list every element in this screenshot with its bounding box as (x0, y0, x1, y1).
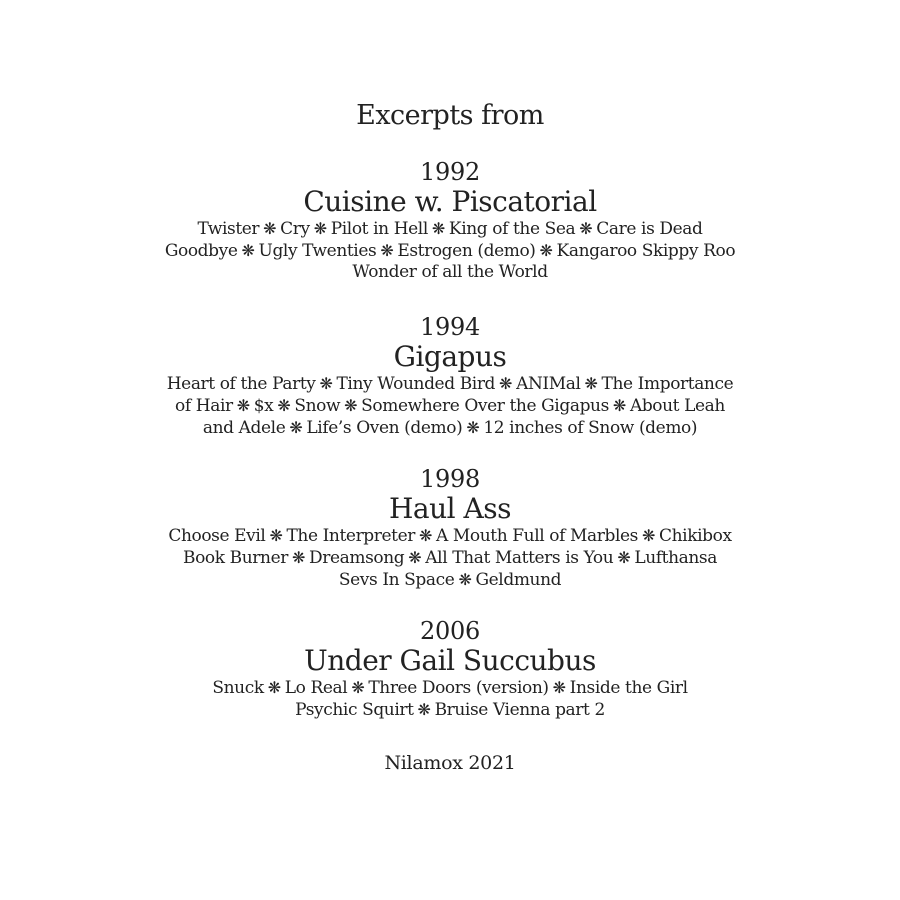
track-title: Snow (294, 396, 341, 416)
asterism-separator-icon: ❋ (584, 374, 598, 393)
album-block (0, 465, 900, 591)
track-title: Somewhere Over the Gigapus (361, 396, 609, 416)
track-title: Chikibox (659, 526, 732, 546)
track-title: Sevs In Space (338, 570, 455, 590)
album-block (0, 158, 900, 283)
album-title: Haul Ass (389, 492, 511, 525)
album-block (0, 617, 900, 721)
track-title: Dreamsong (309, 548, 405, 568)
asterism-separator-icon: ❋ (319, 374, 333, 393)
asterism-separator-icon: ❋ (419, 526, 433, 545)
track-title: About Leah (629, 396, 725, 416)
track-title: Bruise Vienna part 2 (434, 700, 605, 720)
track-title: All That Matters is You (425, 548, 614, 568)
asterism-separator-icon: ❋ (289, 418, 303, 437)
track-list (0, 525, 900, 591)
asterism-separator-icon: ❋ (263, 219, 277, 238)
track-title: Snuck (212, 678, 264, 698)
track-title: Life’s Oven (demo) (306, 418, 463, 438)
album-year: 2006 (420, 617, 480, 645)
track-list (0, 218, 900, 283)
asterism-separator-icon: ❋ (344, 396, 358, 415)
asterism-separator-icon: ❋ (579, 219, 593, 238)
asterism-separator-icon: ❋ (408, 548, 422, 567)
asterism-separator-icon: ❋ (269, 526, 283, 545)
asterism-separator-icon: ❋ (267, 678, 281, 697)
track-title: Book Burner (183, 548, 288, 568)
asterism-separator-icon: ❋ (277, 396, 291, 415)
track-line (0, 373, 900, 395)
track-title: Ugly Twenties (258, 241, 377, 261)
track-title: Estrogen (demo) (397, 241, 536, 261)
track-title: ANIMal (516, 374, 581, 394)
track-title: $x (253, 396, 274, 416)
track-title: Kangaroo Skippy Roo (556, 241, 736, 261)
asterism-separator-icon: ❋ (539, 241, 553, 260)
asterism-separator-icon: ❋ (313, 219, 327, 238)
track-title: and Adele (202, 418, 286, 438)
track-title: Psychic Squirt (295, 700, 414, 720)
asterism-separator-icon: ❋ (642, 526, 656, 545)
album-block (0, 313, 900, 439)
album-year: 1994 (420, 313, 480, 341)
track-title: Goodbye (164, 241, 238, 261)
asterism-separator-icon: ❋ (499, 374, 513, 393)
track-title: Tiny Wounded Bird (336, 374, 496, 394)
track-title: of Hair (175, 396, 233, 416)
asterism-separator-icon: ❋ (466, 418, 480, 437)
track-title: Lufthansa (634, 548, 717, 568)
album-title: Under Gail Succubus (304, 644, 596, 677)
page-heading: Excerpts from (356, 100, 544, 131)
track-line (0, 677, 900, 699)
track-line (0, 417, 900, 439)
track-line (0, 699, 900, 721)
track-title: Wonder of all the World (352, 262, 548, 282)
track-title: Geldmund (475, 570, 562, 590)
album-year: 1998 (420, 465, 480, 493)
asterism-separator-icon: ❋ (552, 678, 566, 697)
track-title: Choose Evil (168, 526, 266, 546)
track-title: Three Doors (version) (368, 678, 549, 698)
track-line (0, 569, 900, 591)
track-line (0, 547, 900, 569)
track-title: The Importance (601, 374, 734, 394)
album-title: Gigapus (393, 340, 507, 373)
asterism-separator-icon: ❋ (236, 396, 250, 415)
track-line (0, 395, 900, 417)
album-title: Cuisine w. Piscatorial (303, 185, 597, 218)
track-title: Lo Real (284, 678, 348, 698)
asterism-separator-icon: ❋ (431, 219, 445, 238)
asterism-separator-icon: ❋ (380, 241, 394, 260)
track-title: A Mouth Full of Marbles (436, 526, 638, 546)
footer-credit: Nilamox 2021 (384, 752, 516, 774)
track-title: Heart of the Party (166, 374, 316, 394)
asterism-separator-icon: ❋ (291, 548, 305, 567)
track-title: The Interpreter (286, 526, 415, 546)
track-title: Inside the Girl (569, 678, 688, 698)
track-title: King of the Sea (448, 219, 576, 239)
track-line (0, 240, 900, 262)
track-list (0, 677, 900, 721)
track-title: 12 inches of Snow (demo) (483, 418, 698, 438)
track-title: Care is Dead (596, 219, 703, 239)
asterism-separator-icon: ❋ (241, 241, 255, 260)
track-title: Pilot in Hell (330, 219, 428, 239)
asterism-separator-icon: ❋ (617, 548, 631, 567)
track-title: Cry (280, 219, 310, 239)
asterism-separator-icon: ❋ (417, 700, 431, 719)
asterism-separator-icon: ❋ (458, 570, 472, 589)
album-year: 1992 (420, 158, 480, 186)
track-title: Twister (197, 219, 260, 239)
asterism-separator-icon: ❋ (351, 678, 365, 697)
track-line (0, 218, 900, 240)
asterism-separator-icon: ❋ (612, 396, 626, 415)
track-list (0, 373, 900, 439)
track-line (0, 525, 900, 547)
track-line (0, 262, 900, 283)
